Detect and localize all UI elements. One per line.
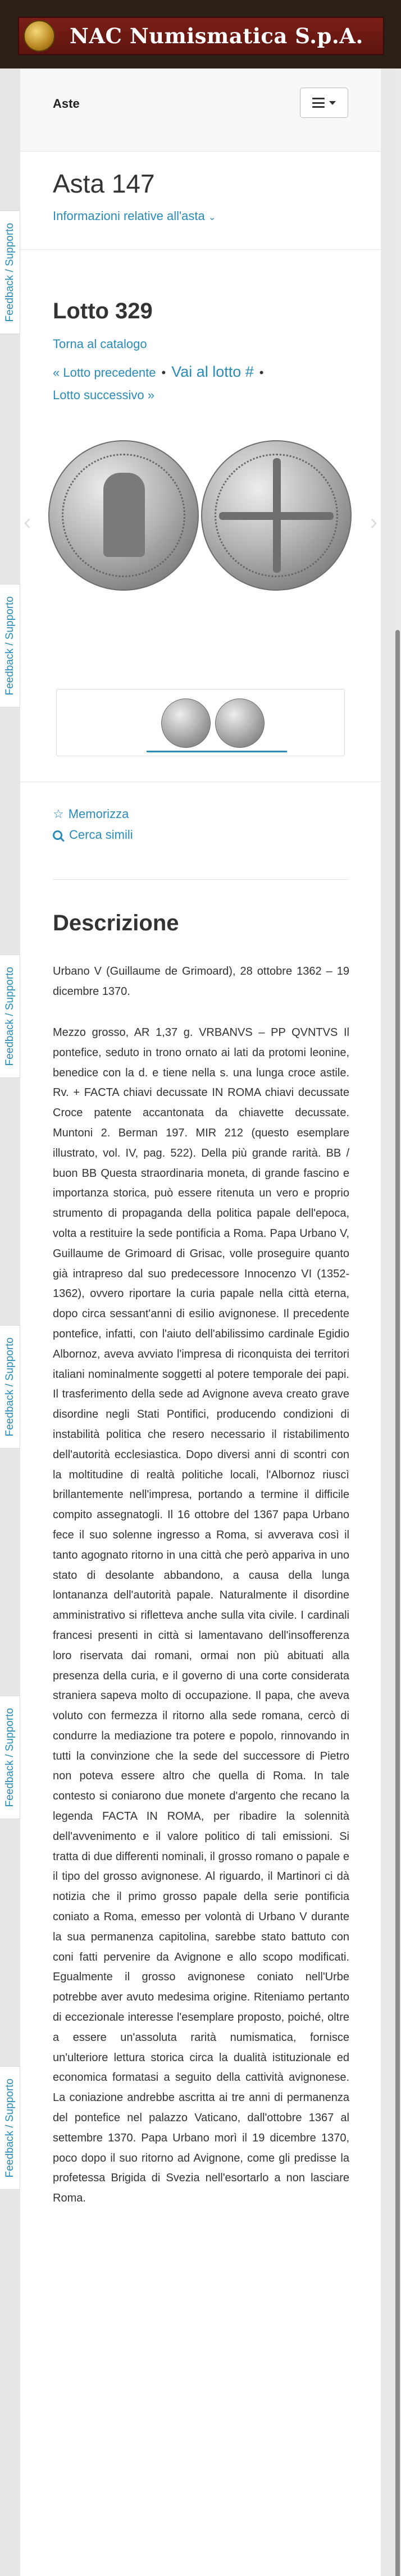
scrollbar-thumb[interactable]: [395, 630, 400, 2576]
chevron-right-icon[interactable]: ›: [370, 510, 377, 535]
site-header: [0, 0, 401, 68]
feedback-label: Feedback / Supporto: [3, 1337, 16, 1437]
lot-title: Lotto 329: [53, 299, 153, 323]
auction-title: Asta 147: [53, 169, 155, 198]
auction-info-label: Informazioni relative all'asta: [53, 209, 205, 223]
star-icon: ☆: [53, 807, 64, 821]
thumbnail-selected[interactable]: [147, 694, 287, 752]
feedback-label: Feedback / Supporto: [3, 966, 16, 1066]
left-margin: [0, 68, 20, 2576]
caret-down-icon: [329, 101, 336, 105]
coin-reverse-image[interactable]: [201, 440, 352, 591]
auction-info-link[interactable]: [53, 209, 216, 223]
chevron-left-icon[interactable]: ‹: [24, 510, 31, 535]
menu-toggle-button[interactable]: [300, 88, 348, 118]
feedback-tab[interactable]: [0, 1325, 20, 1449]
goto-lot-link[interactable]: Vai al lotto #: [171, 363, 254, 380]
next-lot-link[interactable]: Lotto successivo »: [53, 388, 154, 402]
feedback-label: Feedback / Supporto: [3, 1707, 16, 1807]
back-to-catalog-link[interactable]: Torna al catalogo: [53, 337, 147, 351]
feedback-label: Feedback / Supporto: [3, 596, 16, 696]
feedback-tab[interactable]: [0, 2066, 20, 2190]
search-similar-label: Cerca simili: [69, 828, 133, 842]
thumbnail-obverse: [161, 698, 211, 748]
previous-lot-link[interactable]: « Lotto precedente: [53, 366, 156, 380]
search-similar-link[interactable]: [53, 828, 133, 842]
image-thumbnails: [56, 689, 345, 756]
navbar-title[interactable]: Aste: [53, 97, 80, 111]
lot-navigation: [53, 360, 356, 407]
brand-name: NAC Numismatica S.p.A.: [70, 24, 363, 48]
hamburger-icon: [312, 98, 325, 108]
thumbnail-reverse: [215, 698, 265, 748]
feedback-label: Feedback / Supporto: [3, 222, 16, 322]
brand-logo-bar[interactable]: [18, 17, 384, 55]
description-body: Mezzo grosso, AR 1,37 g. VRBANVS – PP QVNTVS Il pontefice, seduto in trono ornato ai lati da protomi leonine, benedice con la d. e tiene nella s. una lunga croce astile. Rv. + FACTA chiavi decussate IN ROMA chiavi decussate Croce patente accantonata da chiavette decussate. Muntoni 2. Berman 197. MIR 212 (questo esemplare illustrato, vol. IV, pag. 522). Della più grande rarità. BB / buon BB Questa straordinaria moneta, di grande fascino e importanza storica, può essere ritenuta un vero e proprio strumento di propaganda della politica papale dell'epoca, volta a restituire la sede pontificia a Roma. Papa Urbano V, Guillaume de Grimoard di Grisac, volle proseguire quanto già intrapreso dal suo predecessore Innocenzo VI (1352-1362), ovvero riportare la curia papale nella città eterna, dopo circa sessant'anni di esilio avignonese. Il precedente pontefice, infatti, con l'aiuto dell'abilissimo cardinale Egidio Albornoz, aveva avviato l'impresa di riconquista dei territori italiani nominalmente soggetti al potere temporale dei papi. Il trasferimento della sede ad Avignone aveva creato grave disordine negli Stati Pontifici, producendo condizioni di instabilità politica che resero necessario il ristabilimento dell'autorità ecclesiastica. Dopo diversi anni di scontri con la moltitudine di realtà politiche locali, l'Albornoz riuscì brillantemente nell'impresa, portando a termine il difficile compito assegnatogli. Il 16 ottobre del 1367 papa Urbano fece il suo solenne ingresso a Roma, si avverava così il tanto agognato ritorno in una città che però appariva in uno stato di desolante abbandono, a causa della lunga lontananza dell'autorità papale. Naturalmente il disordine amministrativo si rifletteva anche sulla vita civile. I cardinali francesi presenti in città si lamentavano dell'insofferenza loro riservata dai romani, ormai non più abituati alla presenza della curia, e il governo di una corte considerata straniera sapeva molto di occupazione. Il papa, che aveva voluto con fermezza il ritorno alla sede romana, cercò di condurre la mediazione tra potere e popolo, rinnovando in tutti la convinzione che la sede del successore di Pietro non poteva essere altro che quella di Roma. In tale contesto si coniarono due monete d'argento che recano la legenda FACTA IN ROMA, per ribadire la solennità dell'avvenimento e il valore politico di tali emissioni. Si tratta di due differenti nominali, il grosso romano o papale e il tipo del grosso avignonese. Al riguardo, il Martinori ci dà notizia che il primo grosso papale della serie pontificia coniato a Roma, emesso per volontà di Urbano V durante la sua permanenza capitolina, sarebbe stato battuto con coni fatti pervenire da Avignone e allo scopo modificati. Egualmente il grosso avignonese coniato nell'Urbe potrebbe aver avuto medesima origine. Riteniamo pertanto di eccezionale interesse l'esemplare proposto, poiché, oltre a essere un'assoluta rarità numismatica, fornisce un'ulteriore lettura storica circa la dualità istituzionale ed economica formatasi a seguito della cattività avignonese. La coniazione andrebbe ascritta ai tre anni di permanenza del pontefice nel palazzo Vaticano, dall'ottobre 1367 al settembre 1370. Papa Urbano morì il 19 dicembre 1370, poco dopo il suo ritorno ad Avignone, come gli predisse la profetessa Brigida di Svezia nell'esortarlo a non lasciare Roma.: [53, 1026, 349, 2205]
feedback-tab[interactable]: [0, 954, 20, 1078]
section-divider: [53, 879, 348, 880]
description-lead: Urbano V (Guillaume de Grimoard), 28 ottobre 1362 – 19 dicembre 1370.: [53, 965, 349, 998]
navbar: [20, 68, 381, 152]
chevron-down-icon: ⌄: [208, 213, 216, 222]
separator: •: [161, 366, 166, 380]
watch-lot-label: Memorizza: [68, 807, 129, 821]
coin-obverse-image[interactable]: [48, 440, 199, 591]
search-icon: [53, 830, 62, 840]
main-content: [20, 68, 381, 2576]
separator: •: [259, 366, 264, 380]
feedback-label: Feedback / Supporto: [3, 2078, 16, 2178]
gold-coin-logo: [24, 20, 55, 52]
description-title: Descrizione: [53, 911, 179, 935]
section-divider: [20, 249, 381, 250]
feedback-tab[interactable]: [0, 211, 20, 334]
scrollbar-track[interactable]: [394, 68, 401, 2576]
feedback-tab[interactable]: [0, 1696, 20, 1819]
feedback-tab[interactable]: [0, 584, 20, 707]
coin-image-carousel[interactable]: [20, 417, 381, 579]
watch-lot-link[interactable]: [53, 807, 129, 821]
